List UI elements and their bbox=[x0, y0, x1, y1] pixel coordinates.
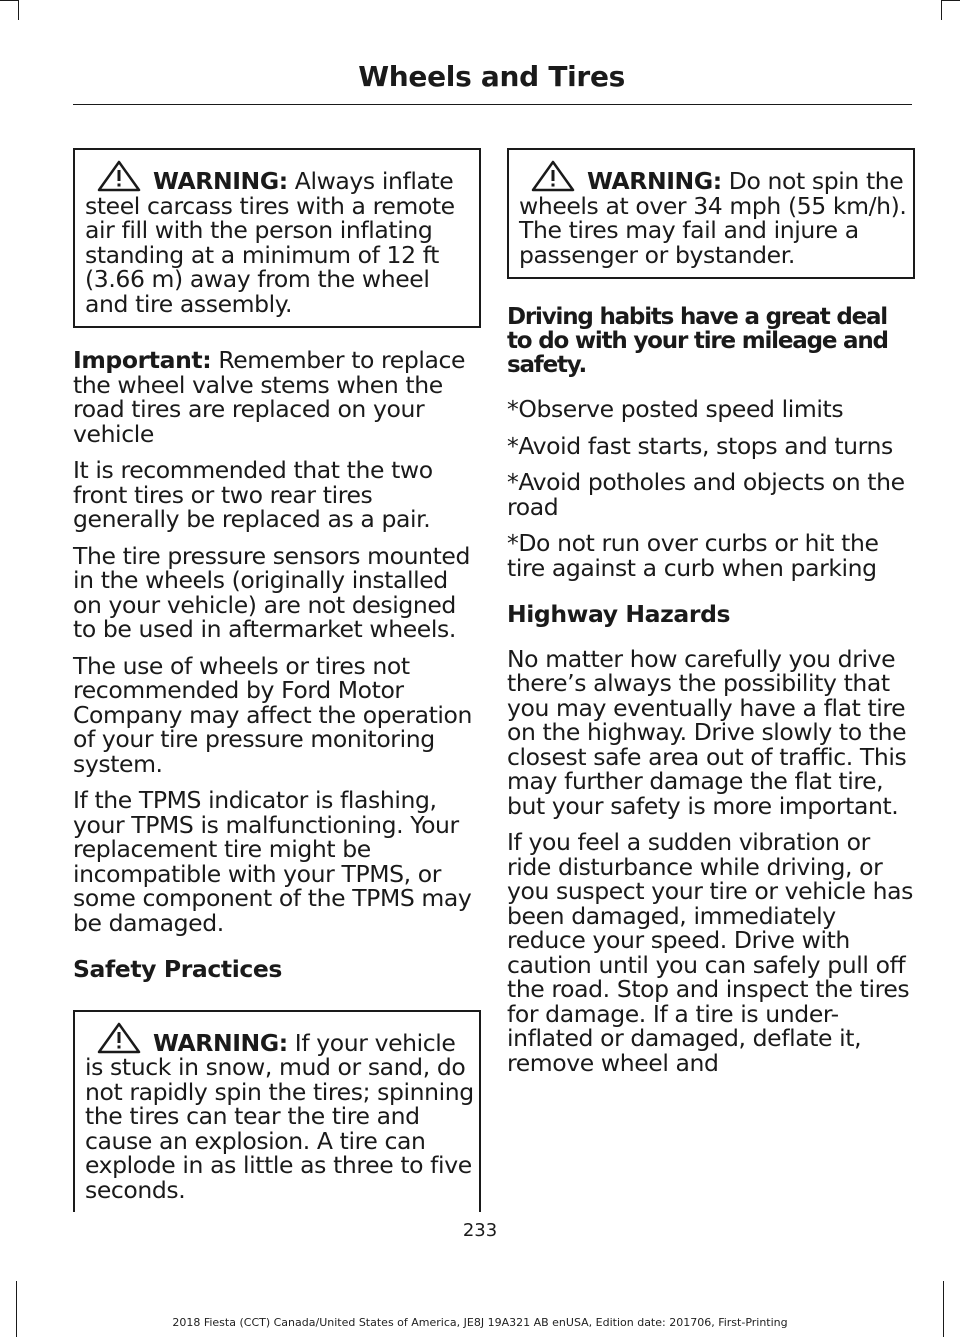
warning-text: If your vehicle is stuck in snow, mud or sand, do not rapidly spin the tires; spinning the tires can tear the tire and cause an explosion. A tire can explode in as little as three to five seconds. bbox=[85, 1028, 474, 1204]
paragraph: The use of wheels or tires not recommended by Ford Motor Company may affect the operation of your tire pressure monitoring system. bbox=[73, 651, 473, 778]
warning-label: WARNING: bbox=[587, 167, 722, 195]
important-note bbox=[73, 348, 481, 446]
tip-item: *Do not run over curbs or hit the tire against a curb when parking bbox=[507, 529, 879, 582]
warning-label: WARNING: bbox=[153, 1028, 288, 1057]
paragraph: No matter how carefully you drive there’s always the possibility that you may eventually have a flat tire on the highway. Drive slowly to the closest safe area out of traffic. This may further damage the flat tire, but your safety is more important. bbox=[507, 644, 907, 820]
important-text: Remember to replace the wheel valve stems when the road tires are replaced on your vehicle bbox=[73, 346, 466, 448]
warning-box bbox=[73, 148, 481, 328]
footer-text: 2018 Fiesta (CCT) Canada/United States of America, JE8J 19A321 AB enUSA, Edition date: 201706, First-Printing bbox=[172, 1316, 788, 1329]
warning-triangle-icon bbox=[97, 160, 141, 192]
section-heading: Driving habits have a great deal to do with your tire mileage and safety. bbox=[507, 304, 888, 378]
warning-triangle-icon bbox=[531, 160, 575, 192]
warning-text: Always inflate steel carcass tires with a remote air fill with the person inflating standing at a minimum of 12 ft (3.66 m) away from the wheel and tire assembly. bbox=[85, 167, 455, 318]
important-label: Important: bbox=[73, 346, 212, 374]
paragraph: If the TPMS indicator is flashing, your TPMS is malfunctioning. Your replacement tire might be incompatible with your TPMS, or some component of the TPMS may be damaged. bbox=[73, 786, 472, 937]
warning-triangle-icon bbox=[97, 1022, 141, 1054]
crop-mark bbox=[942, 0, 960, 1]
crop-mark bbox=[0, 0, 18, 1]
warning-box bbox=[73, 1010, 481, 1213]
paragraph: The tire pressure sensors mounted in the wheels (originally installed on your vehicle) are not designed to be used in aftermarket wheels. bbox=[73, 541, 471, 643]
paragraph: If you feel a sudden vibration or ride disturbance while driving, or you suspect your tire or vehicle has been damaged, immediately reduce your speed. Drive with caution until you can safely pull off the road. Stop and inspect the tires for damage. If a tire is under-inflated or damaged, deflate it, remove wheel and bbox=[507, 828, 913, 1077]
tip-item: *Observe posted speed limits bbox=[507, 395, 844, 423]
right-column bbox=[507, 148, 915, 1087]
tip-item: *Avoid potholes and objects on the road bbox=[507, 468, 905, 521]
crop-mark bbox=[941, 0, 942, 20]
left-column bbox=[73, 148, 481, 1232]
crop-mark bbox=[18, 0, 19, 20]
tip-item: *Avoid fast starts, stops and turns bbox=[507, 431, 893, 460]
section-heading: Highway Hazards bbox=[507, 600, 731, 628]
warning-text: Do not spin the wheels at over 34 mph (55 km/h). The tires may fail and injure a passenger or bystander. bbox=[519, 167, 907, 269]
warning-label: WARNING: bbox=[153, 167, 288, 195]
paragraph: It is recommended that the two front tires or two rear tires generally be replaced as a pair. bbox=[73, 456, 433, 533]
header-rule bbox=[73, 104, 912, 105]
section-heading: Safety Practices bbox=[73, 955, 283, 983]
warning-box bbox=[507, 148, 915, 279]
page-number: 233 bbox=[462, 1220, 498, 1241]
page-title: Wheels and Tires bbox=[358, 60, 625, 93]
